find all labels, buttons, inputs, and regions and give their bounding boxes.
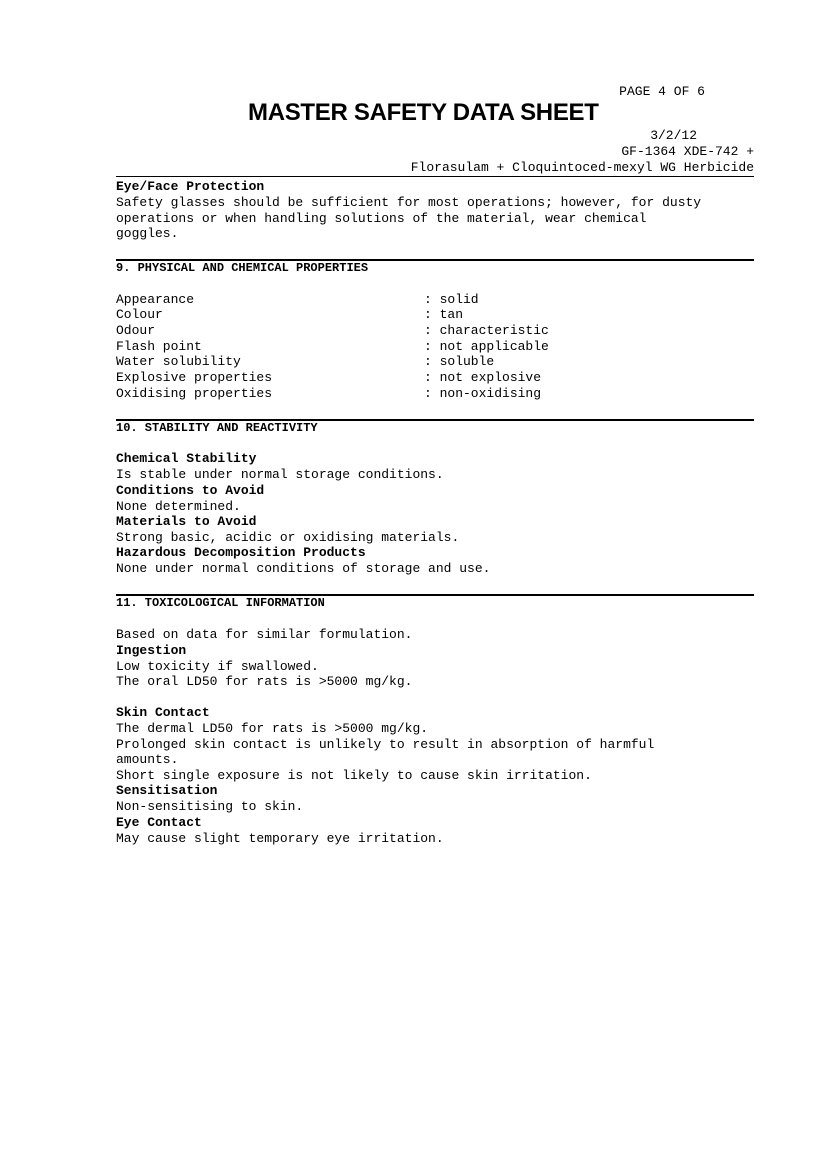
property-value: : tan <box>424 307 464 322</box>
property-label: Colour <box>116 307 163 322</box>
eye-face-line: goggles. <box>116 226 179 241</box>
page-number: PAGE 4 OF 6 <box>619 84 705 99</box>
property-value: : non-oxidising <box>424 386 542 401</box>
document-date: 3/2/12 <box>650 128 697 143</box>
property-label: Explosive properties <box>116 370 273 385</box>
section-11-title: 11. TOXICOLOGICAL INFORMATION <box>116 596 325 610</box>
document-title: MASTER SAFETY DATA SHEET <box>248 99 599 126</box>
product-name: Florasulam + Cloquintoced-mexyl WG Herbicide <box>410 160 754 175</box>
eye-face-line: operations or when handling solutions of the material, wear chemical <box>116 211 647 226</box>
ingestion-line: Low toxicity if swallowed. <box>116 659 319 674</box>
property-label: Oxidising properties <box>116 386 273 401</box>
skin-contact-line: Short single exposure is not likely to cause skin irritation. <box>116 768 592 783</box>
conditions-text: None determined. <box>116 499 241 514</box>
skin-contact-heading: Skin Contact <box>116 705 210 720</box>
eye-face-line: Safety glasses should be sufficient for most operations; however, for dusty <box>116 195 702 210</box>
property-label: Odour <box>116 323 156 338</box>
sensitisation-text: Non-sensitising to skin. <box>116 799 304 814</box>
decomposition-text: None under normal conditions of storage and use. <box>116 561 491 576</box>
eye-face-heading: Eye/Face Protection <box>116 179 265 194</box>
skin-contact-line: Prolonged skin contact is unlikely to result in absorption of harmful <box>116 737 655 752</box>
section-10-title: 10. STABILITY AND REACTIVITY <box>116 421 318 435</box>
property-value: : not applicable <box>424 339 549 354</box>
materials-heading: Materials to Avoid <box>116 514 257 529</box>
decomposition-heading: Hazardous Decomposition Products <box>116 545 366 560</box>
section-9-title: 9. PHYSICAL AND CHEMICAL PROPERTIES <box>116 261 369 275</box>
materials-text: Strong basic, acidic or oxidising materials. <box>116 530 460 545</box>
property-label: Appearance <box>116 292 195 307</box>
property-value: : characteristic <box>424 323 549 338</box>
ingestion-line: The oral LD50 for rats is >5000 mg/kg. <box>116 674 413 689</box>
skin-contact-line: amounts. <box>116 752 179 767</box>
property-label: Flash point <box>116 339 202 354</box>
tox-intro: Based on data for similar formulation. <box>116 627 413 642</box>
chemical-stability-heading: Chemical Stability <box>116 451 257 466</box>
eye-contact-text: May cause slight temporary eye irritation. <box>116 831 444 846</box>
property-value: : not explosive <box>424 370 542 385</box>
ingestion-heading: Ingestion <box>116 643 187 658</box>
property-value: : soluble <box>424 354 495 369</box>
chemical-stability-text: Is stable under normal storage conditions. <box>116 467 444 482</box>
property-label: Water solubility <box>116 354 241 369</box>
property-value: : solid <box>424 292 479 307</box>
skin-contact-line: The dermal LD50 for rats is >5000 mg/kg. <box>116 721 429 736</box>
product-code: GF-1364 XDE-742 + <box>621 144 754 159</box>
conditions-heading: Conditions to Avoid <box>116 483 265 498</box>
header-rule <box>116 176 754 177</box>
sensitisation-heading: Sensitisation <box>116 783 218 798</box>
eye-contact-heading: Eye Contact <box>116 815 202 830</box>
